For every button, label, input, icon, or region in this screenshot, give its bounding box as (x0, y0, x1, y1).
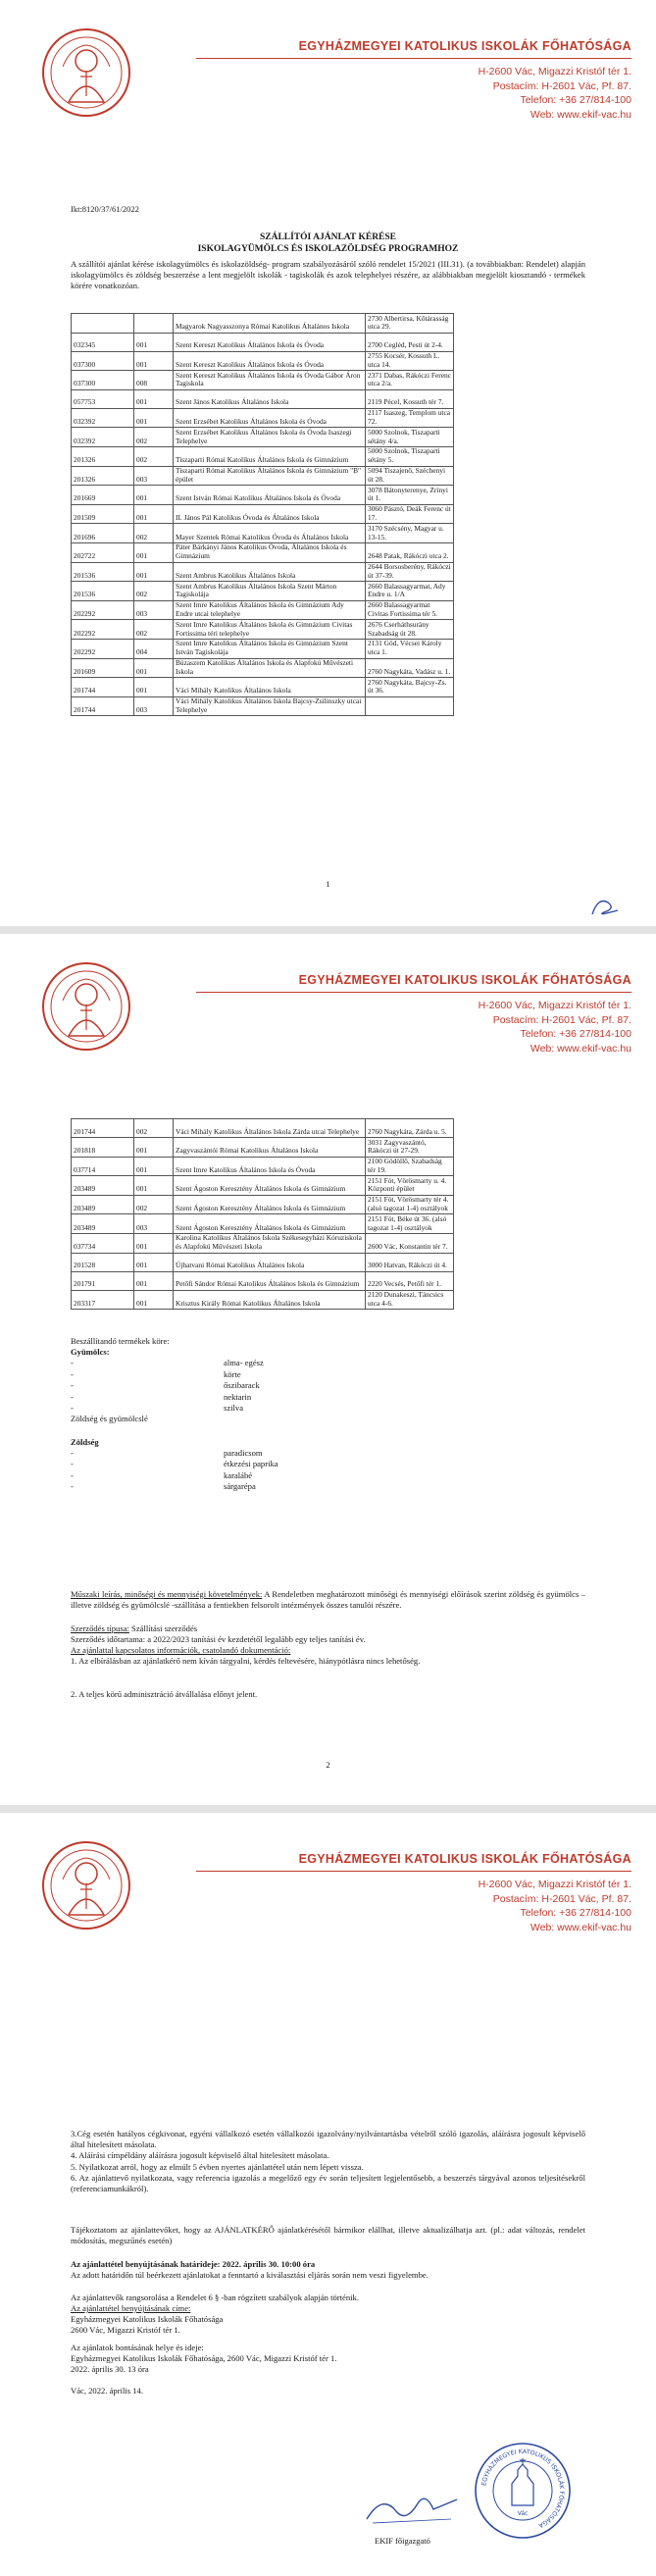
page-number: 1 (326, 879, 330, 889)
postal-line: Postacím: H-2601 Vác, Pf. 87. (492, 1013, 631, 1026)
school-name-cell: Szent Kereszt Katolikus Általános Iskola és Óvoda (174, 333, 366, 351)
opening-label: Az ajánlatok bontásának helye és ideje: (71, 2343, 204, 2352)
site-code-cell: 001 (134, 1138, 174, 1158)
contract-type (71, 1623, 585, 1634)
school-name-cell: Szent Imre Katolikus Általános Iskola és Gimnázium Civitas Fortissima téri telephelye (174, 620, 366, 640)
site-code-cell: 001 (134, 542, 174, 562)
school-name-cell: Szent Ágoston Keresztény Általános Iskola és Gimnázium (174, 1214, 366, 1234)
table-row (72, 389, 454, 408)
list-item-label: étkezési paprika (224, 1459, 278, 1469)
letterhead (0, 934, 656, 1071)
web-link[interactable]: Web: www.ekif-vac.hu (530, 1042, 631, 1055)
site-code-cell: 002 (134, 1119, 174, 1138)
products-intro: Beszállítandó termékek köre: (71, 1336, 170, 1346)
fruit-item (71, 1392, 585, 1403)
om-code-cell: 201791 (72, 1271, 134, 1290)
ranking-text: Az ajánlattevők rangsorolása a Rendelet 6 § -ban rögzített szabályok alapján történik. (71, 2293, 359, 2302)
table-row (72, 542, 454, 562)
school-name-cell: Szent Imre Katolikus Általános Iskola és Gimnázium Ady Endre utcai telephelye (174, 600, 366, 620)
address-cell: 2648 Patak, Rákóczi utca 2. (366, 542, 454, 562)
address-cell: 5000 Szolnok, Tiszaparti sétány 4/a. (366, 428, 454, 447)
address-cell: 3170 Szécsény, Magyar u. 13-15. (366, 524, 454, 543)
table-row (72, 1157, 454, 1176)
table-row (72, 371, 454, 390)
address-cell: 2120 Dunakeszi, Táncsics utca 4-6. (366, 1290, 454, 1310)
om-code-cell: 032345 (72, 333, 134, 351)
contract-type-text: Szállítási szerződés (128, 1623, 198, 1633)
fruit-heading: Gyümölcs: (71, 1347, 110, 1358)
school-name-cell: Krisztus Király Római Katolikus Általános Iskola (174, 1290, 366, 1310)
om-code-cell: 201326 (72, 466, 134, 486)
contact-block (333, 999, 631, 1056)
site-code-cell: 003 (134, 696, 174, 716)
document-item: 6. Az ajánlattevő nyilatkozata, vagy referencia igazolás a megelőző egy év során teljesített legjelentősebb, a beszerzés tárgyával azonos teljesítésekről (referenciamunkákról). (71, 2172, 585, 2194)
list-bullet: - (71, 1447, 74, 1458)
list-bullet: - (71, 1469, 74, 1480)
list-bullet: - (71, 1358, 74, 1368)
site-code-cell: 001 (134, 486, 174, 505)
institution-name: EGYHÁZMEGYEI KATOLIKUS ISKOLÁK FŐHATÓSÁGA (298, 1852, 631, 1866)
school-name-cell: Szent Erzsébet Katolikus Általános Iskola és Óvoda (174, 408, 366, 428)
om-code-cell: 201536 (72, 582, 134, 601)
stamp-text: EGYHÁZMEGYEI KATOLIKUS ISKOLÁK FŐHATÓSÁGA (480, 2447, 566, 2529)
list-bullet: - (71, 1459, 74, 1469)
submission-address: 2600 Vác, Migazzi Kristóf tér 1. (71, 2325, 180, 2335)
address-cell: 2760 Nagykáta, Bajcsy-Zs. út 36. (366, 678, 454, 697)
om-code-cell: 201509 (72, 504, 134, 524)
list-item-label: paradicsom (224, 1447, 263, 1458)
school-name-cell: Szent Kereszt Katolikus Általános Iskola és Óvoda Gábor Áron Tagiskola (174, 371, 366, 390)
address-cell: 2220 Vecsés, Petőfi tér 1. (366, 1271, 454, 1290)
table-row (72, 486, 454, 505)
vegetable-item (71, 1481, 585, 1492)
om-code-cell: 201744 (72, 678, 134, 697)
table-row (72, 504, 454, 524)
table-row (72, 351, 454, 371)
address-cell: 3060 Pásztó, Deák Ferenc út 17. (366, 504, 454, 524)
requirements-label: Műszaki leírás, minőségi és mennyiségi követelmények: (71, 1589, 263, 1599)
fruit-mix-line: Zöldség és gyümölcslé (71, 1414, 148, 1424)
address-cell (366, 696, 454, 716)
address-cell: 2151 Fót, Vörösmarty u. 4. Központi épület (366, 1176, 454, 1196)
contact-item-1: 1. Az elbírálásban az ajánlatkérő nem kíván tárgyalni, kérdés feltevésére, hiánypótlásra nincs lehetőség. (71, 1656, 421, 1666)
contact-block (333, 65, 631, 122)
school-name-cell: Páter Bárkányi János Katolikus Óvoda, Általános Iskola és Gimnázium (174, 542, 366, 562)
school-name-cell: Szent Ágoston Keresztény Általános Iskola és Gimnázium (174, 1176, 366, 1196)
address-cell: 2644 Borsosberény, Rákóczi út 37-39. (366, 562, 454, 582)
om-code-cell: 203489 (72, 1176, 134, 1196)
products-section (71, 1336, 585, 1492)
om-code-cell: 203489 (72, 1195, 134, 1214)
deadline-text: Az adott határidőn túl beérkezett ajánlatokat a fenntartó a kiválasztási eljárás során nem veszi figyelembe. (71, 2270, 429, 2280)
address-line: H-2600 Vác, Migazzi Kristóf tér 1. (478, 1000, 631, 1011)
document-item: 4. Aláírási címpéldány aláírásra jogosult képviselő által hitelesített másolata. (71, 2150, 329, 2161)
table-row (72, 1253, 454, 1271)
postal-line: Postacím: H-2601 Vác, Pf. 87. (492, 1892, 631, 1905)
address-cell: 3031 Zagyvaszántó, Rákóczi út 27-29. (366, 1138, 454, 1158)
address-line: H-2600 Vác, Migazzi Kristóf tér 1. (478, 66, 631, 77)
om-code-cell: 057753 (72, 389, 134, 408)
table-row (72, 1195, 454, 1214)
school-name-cell: Szent István Római Katolikus Általános Iskola és Óvoda (174, 486, 366, 505)
address-cell: 2131 Göd, Vécsei Károly utca 1. (366, 639, 454, 658)
om-code-cell: 201528 (72, 1253, 134, 1271)
opening-time: 2022. április 30. 13 óra (71, 2364, 149, 2374)
table-row (72, 408, 454, 428)
official-stamp-icon (473, 2441, 573, 2541)
phone-line: Telefon: +36 27/814-100 (520, 94, 631, 107)
document-page-2 (0, 934, 656, 1805)
fruit-item (71, 1358, 585, 1368)
om-code-cell: 203489 (72, 1214, 134, 1234)
institution-name: EGYHÁZMEGYEI KATOLIKUS ISKOLÁK FŐHATÓSÁGA (298, 973, 631, 987)
list-bullet: - (71, 1402, 74, 1413)
document-page-1 (0, 0, 656, 926)
address-cell: 2660 Balassagyarmat, Ady Endre u. 1/A (366, 582, 454, 601)
institution-name: EGYHÁZMEGYEI KATOLIKUS ISKOLÁK FŐHATÓSÁGA (298, 39, 631, 53)
site-code-cell: 002 (134, 446, 174, 466)
web-link[interactable]: Web: www.ekif-vac.hu (530, 1921, 631, 1933)
opening-place: Egyházmegyei Katolikus Iskolák Főhatósága, 2600 Vác, Migazzi Kristóf tér 1. (71, 2353, 337, 2363)
school-name-cell: Zagyvaszántói Római Katolikus Általános Iskola (174, 1138, 366, 1158)
om-code-cell: 202722 (72, 542, 134, 562)
site-code-cell: 001 (134, 504, 174, 524)
site-code-cell: 002 (134, 582, 174, 601)
site-code-cell: 004 (134, 639, 174, 658)
address-cell: 2730 Albertirsa, Kőtárasság utca 29. (366, 314, 454, 334)
table-row (72, 1214, 454, 1234)
vegetable-item (71, 1459, 585, 1469)
om-code-cell: 201326 (72, 446, 134, 466)
phone-line: Telefon: +36 27/814-100 (520, 1907, 631, 1920)
school-name-cell: Újhatvani Római Katolikus Általános Iskola (174, 1253, 366, 1271)
signer-title: EKIF főigazgató (375, 2536, 430, 2546)
stamp-city: Vác (517, 2510, 529, 2517)
table-row (72, 562, 454, 582)
document-page-3 (0, 1813, 656, 2576)
school-name-cell: Tiszaparti Római Katolikus Általános Iskola és Gimnázium "B" épület (174, 466, 366, 486)
address-cell: 2151 Fót, Béke út 36. (alsó tagozat 1-4) osztályok (366, 1214, 454, 1234)
list-item-label: karalábé (224, 1469, 253, 1480)
list-item-label: őszibarack (224, 1380, 260, 1391)
document-item: 3.Cég esetén hatályos cégkivonat, egyéni vállalkozó esetén vállalkozói igazolvány/nyilvántartásba vételről szóló igazolás, aláírásra jogosult képviselő által hitelesített másolata. (71, 2129, 585, 2150)
list-bullet: - (71, 1380, 74, 1391)
address-cell: 5094 Tiszajenő, Széchenyi út 28. (366, 466, 454, 486)
site-code-cell: 002 (134, 620, 174, 640)
school-name-cell: Szent Imre Katolikus Általános Iskola és Gimnázium Szent István Tagiskolája (174, 639, 366, 658)
letterhead (0, 1813, 656, 1950)
site-code-cell: 001 (134, 658, 174, 678)
site-code-cell: 002 (134, 524, 174, 543)
site-code-cell: 001 (134, 1271, 174, 1290)
fruit-item (71, 1369, 585, 1380)
school-name-cell: Szent Erzsébet Katolikus Általános Iskola és Óvoda Isaszegi Telephelye (174, 428, 366, 447)
om-code-cell: 037300 (72, 371, 134, 390)
document-date: Vác, 2022. április 14. (71, 2386, 143, 2396)
site-code-cell: 001 (134, 1176, 174, 1196)
site-code-cell: 001 (134, 389, 174, 408)
address-cell: 2371 Dabas, Rákóczi Ferenc utca 2/a. (366, 371, 454, 390)
requirements-paragraph (71, 1589, 585, 1611)
address-cell: 2755 Kocsér, Kossuth L. utca 14. (366, 351, 454, 371)
om-code-cell: 201696 (72, 524, 134, 543)
address-cell: 3000 Hatvan, Rákóczi út 4. (366, 1253, 454, 1271)
site-code-cell: 001 (134, 1233, 174, 1253)
document-title (71, 232, 585, 255)
address-cell: 2660 Balassagyarmat Civitas Fortissima tér 5. (366, 600, 454, 620)
header-divider (196, 992, 631, 993)
om-code-cell: 201744 (72, 696, 134, 716)
schools-table (71, 313, 454, 716)
table-row (72, 1176, 454, 1196)
school-name-cell: Szent Imre Katolikus Általános Iskola és Óvoda (174, 1157, 366, 1176)
table-row (72, 428, 454, 447)
vegetable-item (71, 1448, 585, 1459)
site-code-cell: 003 (134, 600, 174, 620)
school-name-cell: Szent Ágoston Keresztény Általános Iskola és Gimnázium (174, 1195, 366, 1214)
address-line: H-2600 Vác, Migazzi Kristóf tér 1. (478, 1879, 631, 1890)
address-cell: 2600 Vác, Konstantin tér 7. (366, 1233, 454, 1253)
list-bullet: - (71, 1480, 74, 1491)
table-row (72, 1290, 454, 1310)
header-divider (196, 1871, 631, 1872)
school-name-cell: Magyarok Nagyasszonya Római Katolikus Általános Iskola (174, 314, 366, 334)
address-cell: 2119 Pécel, Kossuth tér 7. (366, 389, 454, 408)
site-code-cell: 001 (134, 678, 174, 697)
table-row (72, 582, 454, 601)
om-code-cell: 032392 (72, 408, 134, 428)
school-name-cell: Váci Mihály Katolikus Általános Iskola Zárda utcai Telephelye (174, 1119, 366, 1138)
om-code-cell: 201818 (72, 1138, 134, 1158)
address-cell: 2760 Nagykáta, Zárda u. 5. (366, 1119, 454, 1138)
postal-line: Postacím: H-2601 Vác, Pf. 87. (492, 79, 631, 92)
school-name-cell: Szent Kereszt Katolikus Általános Iskola és Óvoda (174, 351, 366, 371)
om-code-cell (72, 314, 134, 334)
address-cell: 5000 Szolnok, Tiszaparti sétány 5. (366, 446, 454, 466)
site-code-cell: 001 (134, 562, 174, 582)
table-row (72, 1233, 454, 1253)
site-code-cell: 001 (134, 333, 174, 351)
table-row (72, 1119, 454, 1138)
table-row (72, 620, 454, 640)
initials-mark-icon (588, 895, 622, 920)
om-code-cell: 201536 (72, 562, 134, 582)
vegetable-list (71, 1448, 585, 1493)
school-name-cell: Petőfi Sándor Római Katolikus Általános Iskola és Gimnázium (174, 1271, 366, 1290)
om-code-cell: 202292 (72, 600, 134, 620)
school-name-cell: Mayer Szentek Római Katolikus Óvoda és Általános Iskola (174, 524, 366, 543)
schools-table-continued (71, 1118, 454, 1310)
site-code-cell (134, 314, 174, 334)
table-row (72, 696, 454, 716)
header-divider (196, 58, 631, 59)
table-row (72, 446, 454, 466)
school-name-cell: Karolina Katolikus Általános Iskola Székesegyházi Kóruziskola és Alapfokú Művészeti Iskola (174, 1233, 366, 1253)
contract-period: Szerződés időtartama: a 2022/2023 tanítási év kezdetétől legalább egy teljes tanítási év. (71, 1634, 366, 1644)
contact-info-label: Az ajánlattal kapcsolatos információk, csatolandó dokumentáció: (71, 1645, 291, 1655)
table-row (72, 1138, 454, 1158)
contact-item-2: 2. A teljes körű adminisztráció átvállalása előnyt jelent. (71, 1689, 258, 1699)
om-code-cell: 201744 (72, 1119, 134, 1138)
om-code-cell: 037714 (72, 1157, 134, 1176)
site-code-cell: 002 (134, 1195, 174, 1214)
table-row (72, 658, 454, 678)
site-code-cell: 003 (134, 466, 174, 486)
requirements-text: A Rendeletben meghatározott minőségi és mennyiségi előírások szerint zöldség és gyümölcs – illetve zöldség és gyümölcslé -szállítása a fentiekben felsorolt intézmények összes tanulói részére. (71, 1589, 585, 1611)
site-code-cell: 001 (134, 408, 174, 428)
school-name-cell: Tiszaparti Római Katolikus Általános Iskola és Gimnázium (174, 446, 366, 466)
required-documents (71, 2129, 585, 2194)
school-name-cell: Szent Ambrus Katolikus Általános Iskola (174, 562, 366, 582)
table-row (72, 1271, 454, 1290)
list-bullet: - (71, 1368, 74, 1379)
table-row (72, 466, 454, 486)
table-row (72, 524, 454, 543)
contract-type-label: Szerződés típusa: (71, 1623, 129, 1633)
list-item-label: alma- egész (224, 1358, 264, 1368)
fruit-list (71, 1358, 585, 1414)
web-link[interactable]: Web: www.ekif-vac.hu (530, 108, 631, 121)
site-code-cell: 001 (134, 1157, 174, 1176)
diocese-logo-icon (41, 961, 131, 1052)
site-code-cell: 001 (134, 1290, 174, 1310)
list-item-label: szilva (224, 1402, 244, 1413)
school-name-cell: Váci Mihály Katolikus Általános Iskola (174, 678, 366, 697)
school-name-cell: II. János Pál Katolikus Óvoda és Általános Iskola (174, 504, 366, 524)
title-line-1: SZÁLLÍTÓI AJÁNLAT KÉRÉSE (259, 232, 397, 242)
table-row (72, 639, 454, 658)
om-code-cell: 201669 (72, 486, 134, 505)
address-cell: 2760 Nagykáta, Vadász u. 1. (366, 658, 454, 678)
school-name-cell: Búzaszem Katolikus Általános Iskola és Alapfokú Művészeti Iskola (174, 658, 366, 678)
submission-address-label: Az ajánlattétel benyújtásának címe: (71, 2303, 191, 2313)
withdrawal-notice: Tájékoztatom az ajánlattevőket, hogy az AJÁNLATKÉRŐ ajánlatkérésétől bármikor elállhat, illetve aktualizálhatja azt. (pl.: adat változás, rendelet módosítás, megszűnés esetén) (71, 2225, 585, 2246)
address-cell: 2100 Gödöllő, Szabadság tér 19. (366, 1157, 454, 1176)
diocese-logo-icon (41, 1840, 131, 1931)
address-cell: 2117 Isaszeg, Templom utca 72. (366, 408, 454, 428)
submission-name: Egyházmegyei Katolikus Iskolák Főhatósága (71, 2314, 224, 2324)
school-name-cell: Váci Mihály Katolikus Általános Iskola Bajcsy-Zsilinszky utcai Telephelye (174, 696, 366, 716)
vegetable-heading: Zöldség (71, 1436, 99, 1447)
page-number: 2 (326, 1760, 330, 1770)
om-code-cell: 032392 (72, 428, 134, 447)
address-cell: 2700 Cegléd, Pesti út 2-4. (366, 333, 454, 351)
table-row (72, 678, 454, 697)
contact-block (333, 1878, 631, 1934)
site-code-cell: 003 (134, 1214, 174, 1234)
intro-paragraph: A szállítói ajánlat kérése iskolagyümölcs és iskolazöldség- program szabályozásáról szóló rendelet 15/2021 (III.31). (a továbbiakban: Rendelet) alapján iskolagyümölcs és zöldség beszerzése a lent megjelölt iskolák - tagiskolák és azok telephelyei részére, az alábbiakban megjelölt kiosztandó - termékek körére vonatkozóan. (71, 259, 585, 291)
list-item-label: körte (224, 1368, 241, 1379)
fruit-item (71, 1380, 585, 1391)
school-name-cell: Szent Ambrus Katolikus Általános Iskola Szent Márton Tagiskolája (174, 582, 366, 601)
table-row (72, 314, 454, 334)
title-line-2: ISKOLAGYÜMÖLCS ÉS ISKOLAZÖLDSÉG PROGRAMHOZ (197, 244, 459, 254)
fruit-item (71, 1403, 585, 1414)
document-item: 5. Nyilatkozat arról, hogy az elmúlt 5 évben nyertes ajánlattétel után nem lépett vissza. (71, 2161, 364, 2172)
phone-line: Telefon: +36 27/814-100 (520, 1028, 631, 1041)
site-code-cell: 008 (134, 371, 174, 390)
list-item-label: sárgarépa (224, 1480, 256, 1491)
address-cell: 2676 Cserháthsurány Szabadság út 28. (366, 620, 454, 640)
file-number: Ikt:8120/37/61/2022 (71, 204, 139, 214)
signature-icon (363, 2490, 461, 2529)
om-code-cell: 202292 (72, 620, 134, 640)
om-code-cell: 202292 (72, 639, 134, 658)
deadline-label: Az ajánlattétel benyújtásának határideje: 2022. április 30. 10:00 óra (71, 2259, 316, 2269)
list-bullet: - (71, 1391, 74, 1402)
letterhead (0, 0, 656, 137)
table-row (72, 600, 454, 620)
om-code-cell: 037300 (72, 351, 134, 371)
site-code-cell: 002 (134, 428, 174, 447)
vegetable-item (71, 1470, 585, 1481)
om-code-cell: 037734 (72, 1233, 134, 1253)
list-item-label: nektarin (224, 1391, 252, 1402)
om-code-cell: 201609 (72, 658, 134, 678)
diocese-logo-icon (41, 27, 131, 118)
school-name-cell: Szent János Katolikus Általános Iskola (174, 389, 366, 408)
address-cell: 2151 Fót, Vörösmarty tér 4. (alsó tagozat 1-4) osztályok (366, 1195, 454, 1214)
table-row (72, 333, 454, 351)
site-code-cell: 001 (134, 1253, 174, 1271)
om-code-cell: 203317 (72, 1290, 134, 1310)
site-code-cell: 001 (134, 351, 174, 371)
address-cell: 3078 Bátonyterenye, Zrínyi út 1. (366, 486, 454, 505)
